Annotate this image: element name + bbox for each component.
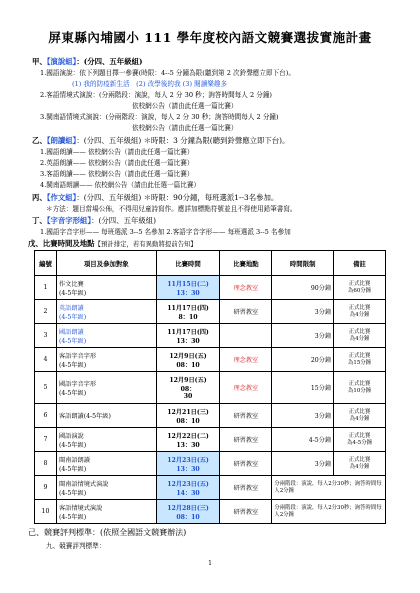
reading-line-3: 3.客語朗讀—— 依校網公告（請由此任選一篇比賽）: [40, 170, 194, 178]
row-note: 正式比賽 為4分鐘: [334, 324, 386, 348]
row-limit: 20分鐘: [272, 348, 334, 372]
page-number: 1: [208, 560, 212, 567]
row-number: 3: [35, 324, 57, 348]
section-subtitle: ：(分四、五年級組): [76, 57, 143, 66]
row-time: 12月9日(五) 08：10: [156, 348, 220, 372]
table-row: [35, 404, 386, 428]
section-prefix: 戊、: [28, 239, 43, 248]
row-item: 客語朗讀(4-5年級): [56, 404, 156, 428]
header-number: 編號: [35, 251, 57, 276]
section-box-title: 【字音字形組】: [46, 216, 92, 225]
reading-line-2: 2.英語朗讀—— 依校網公告（請由此任選一篇比賽）: [40, 159, 194, 167]
row-note: 正式比賽 為4分鐘: [334, 404, 386, 428]
row-place: [220, 324, 272, 348]
speech-line-4: 依校網公告（請由此任選一篇比賽）: [132, 102, 238, 110]
row-number: 8: [35, 452, 57, 476]
schedule-table: [34, 250, 386, 524]
row-place: 理念教室: [220, 348, 272, 372]
section-schedule-heading: [28, 239, 197, 249]
header-note: 備註: [334, 251, 386, 276]
speech-line-6: 依校網公告（請由此任選一篇比賽）: [132, 124, 238, 132]
characters-line-1: 1.國語字音字形—— 每班選派 3--5 名參加 2.客語字音字形—— 每班選派 3--5 名參加: [40, 228, 291, 236]
section-characters-heading: [32, 216, 156, 226]
speech-line-2: (1) 我的防疫新生活 (2) 改學後的我 (3) 閱讀樂趣多: [72, 80, 228, 88]
row-limit: 3分鐘: [272, 300, 334, 324]
row-time: 12月23日(五) 13：30: [156, 452, 220, 476]
section-box-title: 【演說組】: [46, 57, 77, 66]
section-box-title: 【作文組】: [46, 193, 77, 202]
row-place: 研習教室: [220, 452, 272, 476]
row-limit: 分兩階段：演說，每人2分30秒；詢答時間每人2分鐘: [272, 476, 386, 500]
section-subtitle: 【預計排定，若有異動將提前告知】: [94, 240, 197, 248]
row-limit: 3分鐘: [272, 404, 334, 428]
section-prefix: 乙、: [32, 136, 47, 145]
row-number: 6: [35, 404, 57, 428]
row-number: 5: [35, 372, 57, 404]
row-item: 英語朗讀 (4-5年級): [56, 300, 156, 324]
table-row: [35, 300, 386, 324]
row-limit: 15分鐘: [272, 372, 334, 404]
row-item: 閩南語朗讀 (4-5年級): [56, 452, 156, 476]
section-judging-heading: 己、競賽評判標準：(依照全國語文競賽辦法): [28, 528, 187, 537]
document-title: 屏東縣內埔國小 111 學年度校內語文競賽選拔實施計畫: [48, 30, 372, 45]
row-item: 國語演說 (4-5年級): [56, 428, 156, 452]
reading-line-1: 1.國語朗讀—— 依校網公告（請由此任選一篇比賽）: [40, 148, 194, 156]
row-limit: 4-5分鐘: [272, 428, 334, 452]
row-place: 理念教室: [220, 372, 272, 404]
essay-line-1: ＊方法：題目當場公佈，不得用兒童詩寫作。應詳加標點符號並且不得使用鉛筆書寫。: [46, 205, 297, 213]
row-time: 12月28日(三) 08：10: [156, 500, 220, 524]
row-number: 4: [35, 348, 57, 372]
row-place: 研習教室: [220, 404, 272, 428]
speech-line-5: 3.閩南語情境式演說：(分兩階段：演說，每人 2 分 30 秒；詢答時間每人 2 分鐘): [40, 113, 279, 121]
row-note: 正式比賽 為4分鐘: [334, 300, 386, 324]
speech-line-1: 1.國語演說：依下列題目擇一參賽(時限：4--5 分鐘為限(聽到第 2 次鈴聲應立即下台)。: [40, 69, 295, 77]
row-item: 客語字音字形 (4-5年級): [56, 348, 156, 372]
row-limit: 分兩階段：演說，每人2分30秒；詢答時間每人2分鐘: [272, 500, 386, 524]
section-reading-heading: [32, 136, 289, 146]
row-item: 作文比賽 (4-5年級): [56, 276, 156, 300]
row-number: 10: [35, 500, 57, 524]
table-row: [35, 452, 386, 476]
section-subtitle: ：(分四、五年級組): [91, 216, 157, 225]
row-number: 7: [35, 428, 57, 452]
speech-line-3: 2.客語情境式演說：(分兩階段：演說，每人 2 分 30 秒；詢答時間每人 2 分鐘): [40, 91, 273, 99]
row-place: 理念教室: [220, 276, 272, 300]
table-row: [35, 500, 386, 524]
row-item: 國語朗讀 (4-5年級): [56, 324, 156, 348]
row-place: 研習教室: [220, 428, 272, 452]
row-item: 閩南語情境式演說 (4-5年級): [56, 476, 156, 500]
header-place: 比賽地點: [220, 251, 272, 276]
table-row: [35, 476, 386, 500]
row-number: 1: [35, 276, 57, 300]
row-time: 12月21日(三) 08：10: [156, 404, 220, 428]
row-limit: 3分鐘: [272, 452, 334, 476]
row-note: 正式比賽 為60分鐘: [334, 276, 386, 300]
row-place: 研習教室: [220, 476, 272, 500]
reading-line-4: 4.閩南語朗讀—— 依校網公告（請由此任選一篇比賽）: [40, 181, 201, 189]
section-box-title: 【朗讀組】: [46, 136, 77, 145]
section-prefix: 丁、: [32, 216, 47, 225]
section-box-title: 比賽時間及地點: [42, 239, 95, 248]
judging-subheading: 九、競賽評判標準：: [46, 542, 106, 550]
table-row: [35, 348, 386, 372]
row-time: 11月17日(四) 8：10: [156, 300, 220, 324]
row-note: 正式比賽 為15分鐘: [334, 348, 386, 372]
table-row: [35, 324, 386, 348]
row-item: 國語字音字形 (4-5年級): [56, 372, 156, 404]
row-note: 正式比賽 為4分鐘: [334, 452, 386, 476]
table-row: [35, 428, 386, 452]
row-note: 正式比賽 為4-5分鐘: [334, 428, 386, 452]
section-prefix: 甲、: [32, 57, 47, 66]
row-item: 客語情境式演說 (4-5年級): [56, 500, 156, 524]
row-note: 正式比賽 為10分鐘: [334, 372, 386, 404]
row-place: 研習教室: [220, 500, 272, 524]
section-subtitle: ：(分四、五年級組) ＊時限：3 分鐘為限(聽到鈴聲應立即下台)。: [76, 136, 290, 145]
section-subtitle: ：(分四、五年級組) ＊時限：90分鐘，每班選派1--3名參加。: [76, 193, 279, 202]
table-row: [35, 276, 386, 300]
row-number: 2: [35, 300, 57, 324]
header-item: 項目及參加對象: [56, 251, 156, 276]
row-place: 研習教室: [220, 300, 272, 324]
row-number: 9: [35, 476, 57, 500]
header-limit: 時間限制: [272, 251, 334, 276]
section-essay-heading: [32, 193, 278, 203]
row-limit: 3分鐘: [272, 324, 334, 348]
row-time: 12月22日(二) 13：30: [156, 428, 220, 452]
table-row: [35, 372, 386, 404]
row-time: 12月23日(五) 14：30: [156, 476, 220, 500]
row-time: 11月15日(二) 13：30: [156, 276, 220, 300]
section-prefix: 丙、: [32, 193, 47, 202]
section-speech-heading: [32, 57, 142, 67]
row-limit: 90分鐘: [272, 276, 334, 300]
row-time: 12月9日(五) 08： 30: [156, 372, 220, 404]
table-header-row: [35, 251, 386, 276]
row-time: 11月17日(四) 13：30: [156, 324, 220, 348]
header-time: 比賽時間: [156, 251, 220, 276]
